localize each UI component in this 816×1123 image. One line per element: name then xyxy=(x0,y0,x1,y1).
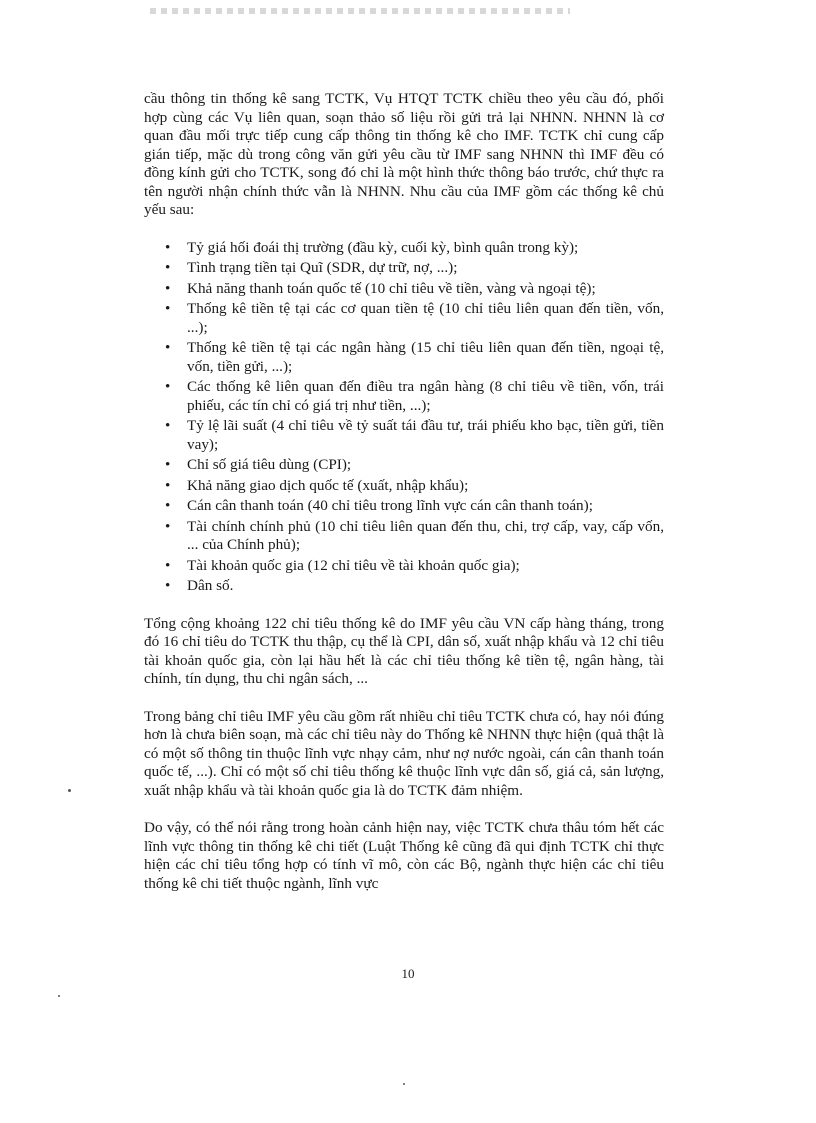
list-item: • Thống kê tiền tệ tại các cơ quan tiền tệ (10 chỉ tiêu liên quan đến tiền, vốn, ...); xyxy=(187,300,664,337)
list-item: • Khả năng giao dịch quốc tế (xuất, nhập khẩu); xyxy=(187,477,664,496)
list-item: • Các thống kê liên quan đến điều tra ngân hàng (8 chỉ tiêu về tiền, vốn, trái phiếu, các tín chỉ có giá trị như tiền, ...); xyxy=(187,378,664,415)
scan-speck xyxy=(58,995,60,997)
list-item: • Thống kê tiền tệ tại các ngân hàng (15 chỉ tiêu liên quan đến tiền, ngoại tệ, vốn, tiền gửi, ...); xyxy=(187,339,664,376)
list-item: • Tỷ lệ lãi suất (4 chỉ tiêu về tỷ suất tái đầu tư, trái phiếu kho bạc, tiền gửi, tiền vay); xyxy=(187,417,664,454)
list-item: • Khả năng thanh toán quốc tế (10 chỉ tiêu về tiền, vàng và ngoại tệ); xyxy=(187,280,664,299)
list-item: • Tài khoản quốc gia (12 chỉ tiêu về tài khoản quốc gia); xyxy=(187,557,664,576)
page-number: 10 xyxy=(401,966,415,981)
list-item: • Chỉ số giá tiêu dùng (CPI); xyxy=(187,456,664,475)
scan-speck xyxy=(68,789,71,792)
conclusion-paragraph: Do vậy, có thể nói rằng trong hoàn cảnh hiện nay, việc TCTK chưa thâu tóm hết các lĩnh vực thông tin thống kê chi tiết (Luật Thống kê cũng đã qui định TCTK chỉ thực hiện các chỉ tiêu tổng hợp có tính vĩ mô, còn các Bộ, ngành thực hiện các chỉ tiêu thống kê chi tiết thuộc ngành, lĩnh vực xyxy=(144,819,664,892)
summary-paragraph: Tổng cộng khoảng 122 chỉ tiêu thống kê do IMF yêu cầu VN cấp hàng tháng, trong đó 16 chỉ tiêu do TCTK thu thập, cụ thể là CPI, dân số, xuất nhập khẩu và 12 chỉ tiêu tài khoản quốc gia, còn lại hầu hết là các chỉ tiêu thống kê tiền tệ, ngân hàng, tài chính, tín dụng, thu chi ngân sách, ... xyxy=(144,614,664,687)
list-item: • Tình trạng tiền tại Quĩ (SDR, dự trữ, nợ, ...); xyxy=(187,259,664,278)
document-body xyxy=(144,90,664,912)
indicators-paragraph: Trong bảng chỉ tiêu IMF yêu cầu gồm rất nhiều chỉ tiêu TCTK chưa có, hay nói đúng hơn là chưa biên soạn, mà các chỉ tiêu này do Thống kê NHNN thực hiện (quả thật là có một số thông tin thuộc lĩnh vực nhạy cảm, như nợ nước ngoài, cán cân thanh toán quốc tế, ...). Chỉ có một số chỉ tiêu thống kê thuộc lĩnh vực dân số, giá cả, sản lượng, xuất nhập khẩu và tài khoản quốc gia là do TCTK đảm nhiệm. xyxy=(144,707,664,799)
list-item: • Cán cân thanh toán (40 chỉ tiêu trong lĩnh vực cán cân thanh toán); xyxy=(187,497,664,516)
list-item: • Dân số. xyxy=(187,577,664,596)
list-item: • Tỷ giá hối đoái thị trường (đầu kỳ, cuối kỳ, bình quân trong kỳ); xyxy=(187,239,664,258)
list-item: • Tài chính chính phủ (10 chỉ tiêu liên quan đến thu, chi, trợ cấp, vay, cấp vốn, ... của Chính phủ); xyxy=(187,518,664,555)
scan-speck xyxy=(403,1083,405,1085)
scan-artifact-top xyxy=(150,8,570,14)
intro-paragraph: cầu thông tin thống kê sang TCTK, Vụ HTQT TCTK chiều theo yêu cầu đó, phối hợp cùng các Vụ liên quan, soạn thảo số liệu rồi gửi trả lại NHNN. NHNN là cơ quan đầu mối trực tiếp cung cấp thông tin thống kê cho IMF. TCTK chỉ cung cấp gián tiếp, mặc dù trong công văn gửi yêu cầu từ IMF sang NHNN thì IMF đều có đồng kính gửi cho TCTK, song đó chỉ là một hình thức thông báo trước, chứ thực ra tên người nhận chính thức vẫn là NHNN. Nhu cầu của IMF gồm các thống kê chủ yếu sau: xyxy=(144,90,664,218)
imf-statistics-list xyxy=(144,239,664,596)
